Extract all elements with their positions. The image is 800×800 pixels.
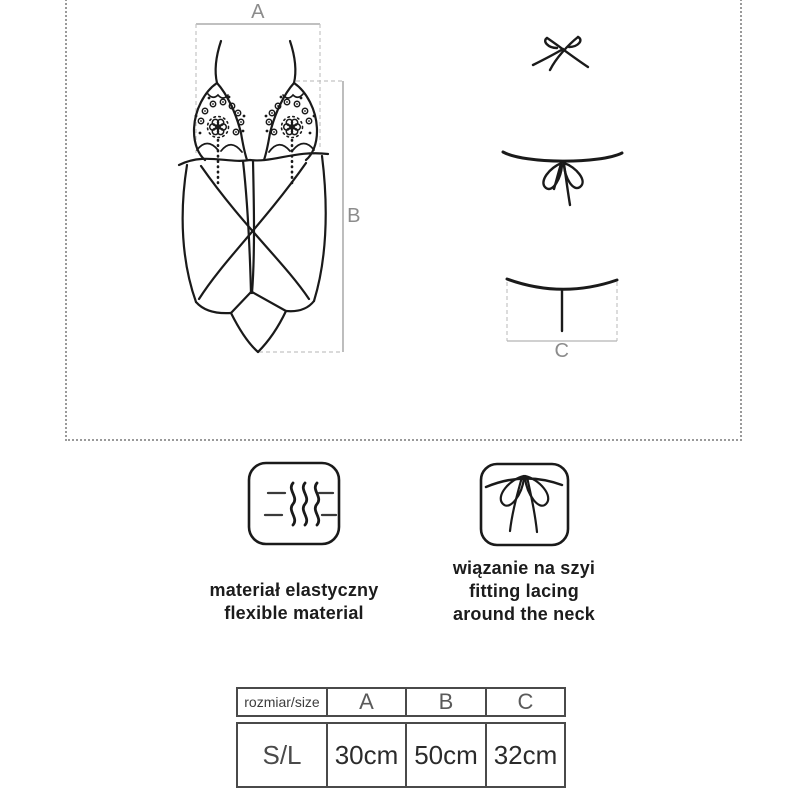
size-table-cell: 32cm bbox=[485, 724, 564, 786]
size-table-cell: 30cm bbox=[326, 724, 405, 786]
caption-line: wiązanie na szyi bbox=[452, 558, 596, 578]
elastic-material-icon bbox=[240, 455, 350, 555]
size-table-header-cell: rozmiar/size bbox=[244, 694, 320, 710]
size-table-header-cell: A bbox=[326, 689, 405, 715]
size-table-cell: 50cm bbox=[405, 724, 485, 786]
neck-lacing-icon bbox=[470, 455, 580, 555]
lace-motif-right bbox=[265, 96, 316, 138]
size-table-header-cell: B bbox=[405, 689, 485, 715]
back-tie-drawing bbox=[503, 152, 622, 205]
bodysuit-drawing bbox=[179, 41, 328, 352]
measure-label-c: C bbox=[554, 340, 570, 362]
caption-line: fitting lacing bbox=[469, 581, 579, 601]
size-table-header bbox=[236, 687, 566, 717]
size-table-row bbox=[236, 722, 566, 788]
measure-label-b: B bbox=[347, 205, 361, 227]
bottom-measure-drawing bbox=[507, 279, 617, 341]
feature-caption-elastic bbox=[174, 579, 414, 625]
neck-bow-drawing bbox=[533, 37, 588, 70]
caption-line: materiał elastyczny bbox=[209, 580, 379, 600]
measure-label-a: A bbox=[251, 1, 265, 23]
caption-line: around the neck bbox=[452, 604, 596, 624]
caption-line: flexible material bbox=[224, 603, 364, 623]
feature-caption-lacing bbox=[404, 557, 644, 626]
size-table-header-cell: C bbox=[485, 689, 564, 715]
size-table-cell: S/L bbox=[262, 739, 302, 770]
